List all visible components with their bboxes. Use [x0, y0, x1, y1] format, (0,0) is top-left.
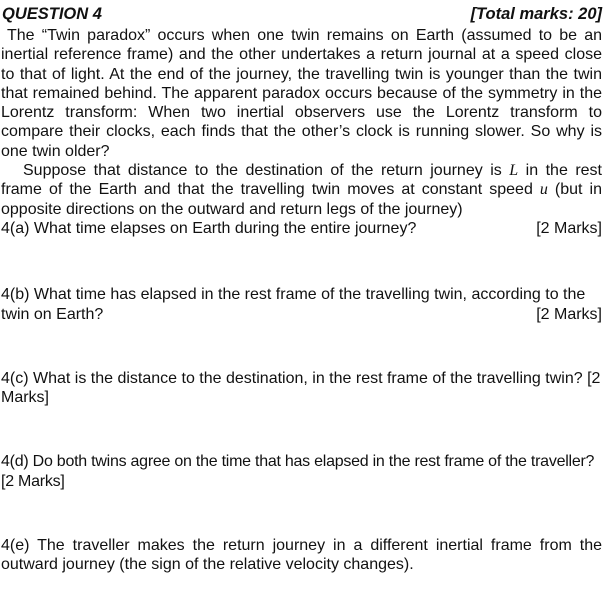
intro-p2-start: Suppose that distance to the destination of the return journey is	[23, 162, 510, 180]
question-4a	[1, 219, 602, 238]
question-4e: 4(e) The traveller makes the return journey in a different inertial frame from the outward journey (the sign of the relative velocity changes).	[1, 537, 602, 574]
question-4b-text-2: twin on Earth?	[1, 305, 104, 323]
intro-p2-end: (but in opposite directions on the outward and return legs of the journey)	[1, 181, 602, 218]
question-4a-marks: [2 Marks]	[536, 219, 602, 237]
question-4b-line-2	[1, 305, 602, 324]
answer-space-4c	[1, 407, 602, 452]
question-4b-line-1: 4(b) What time has elapsed in the rest frame of the travelling twin, according to the	[1, 286, 586, 304]
variable-l: L	[509, 162, 519, 180]
question-label: QUESTION 4	[2, 5, 102, 23]
intro-paragraph-2	[1, 161, 602, 219]
answer-space-4a	[1, 238, 602, 285]
question-4b-marks: [2 Marks]	[536, 305, 602, 323]
total-marks: [Total marks: 20]	[470, 5, 602, 23]
answer-space-4d	[1, 491, 602, 536]
intro-paragraph-1: The “Twin paradox” occurs when one twin remains on Earth (assumed to be an inertial reference frame) and the other undertakes a return journal at a speed close to that of light. At the end of the journey, the travelling twin is younger than the twin that remained behind. The apparent paradox occurs because of the symmetry in the Lorentz transform: When two inertial observers use the Lorentz transform to compare their clocks, each finds that the other’s clock is running slower. So why is one twin older?	[1, 27, 602, 160]
question-4c: 4(c) What is the distance to the destination, in the rest frame of the travelling twin? [2 Marks]	[1, 369, 601, 407]
question-4d: 4(d) Do both twins agree on the time that has elapsed in the rest frame of the traveller? [2 Marks]	[1, 453, 595, 490]
answer-space-4b	[1, 324, 602, 369]
question-4a-text: 4(a) What time elapses on Earth during the entire journey?	[1, 219, 417, 237]
question-header	[1, 4, 602, 26]
intro-p2-middle: in the rest frame of the Earth and that the travelling twin moves at constant speed	[1, 162, 602, 199]
question-4b	[1, 285, 602, 324]
variable-u: u	[539, 181, 548, 199]
